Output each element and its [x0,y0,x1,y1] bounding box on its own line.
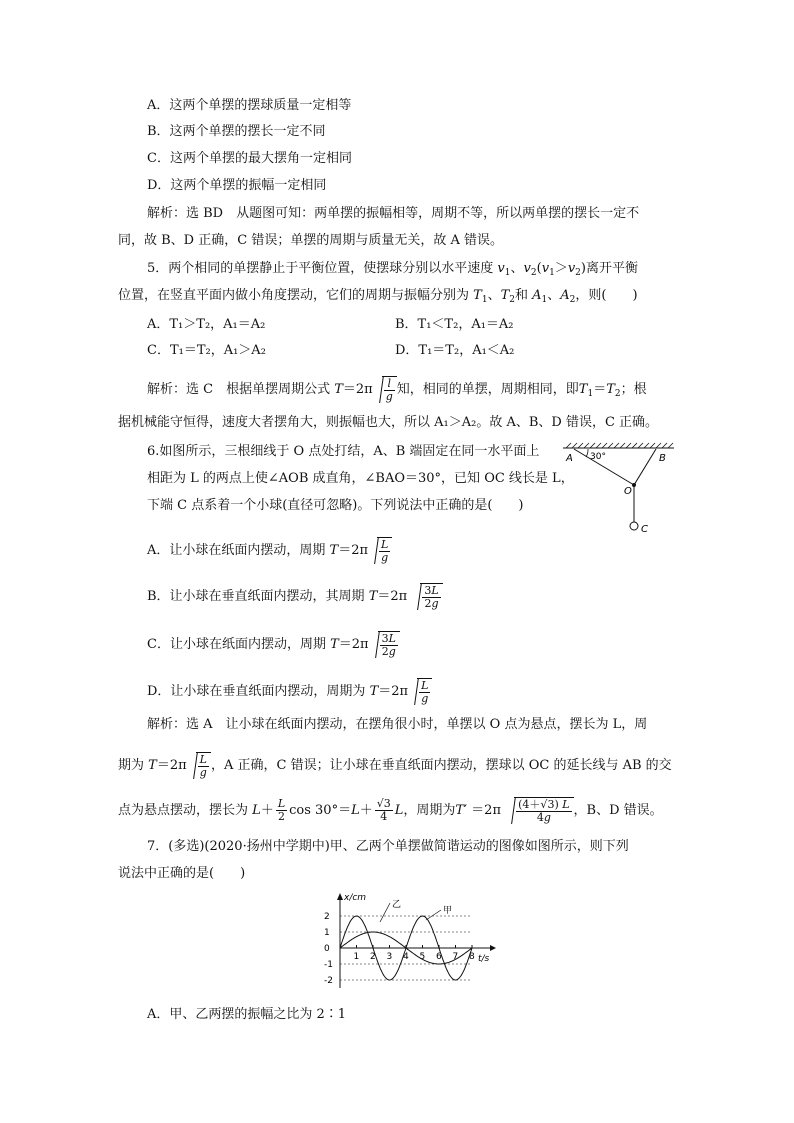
q6-option-d-text: D．让小球在垂直纸面内摆动，周期为 [147,684,366,699]
q5-option-a: A．T₁＞T₂，A₁＝A₂ [147,317,266,332]
q6-stem-line1: 6.如图所示，三根细线于 O 点处打结，A、B 端固定在同一水平面上 [147,444,540,459]
q6-option-b: B．让小球在垂直纸面内摆动，其周期 T＝2π $\frac{3L}{2g}$ [147,583,443,610]
q5-option-c: C．T₁＝T₂，A₁＞A₂ [147,343,266,358]
q4-analysis-line2: 同，故 B、D 正确，C 错误；单摆的周期与质量无关，故 A 错误。 [118,233,503,248]
series-yi-pointer [380,903,390,922]
y-axis-label: x/cm [344,893,367,903]
label-c: C [641,524,648,535]
q5-analysis-text: 解析：选 C 根据单摆周期公式 [147,382,331,397]
q5-stem-text2: 离开平衡 [585,261,638,276]
q4-option-d: D．这两个单摆的振幅一定相同 [147,178,327,193]
q6-analysis-line2: 期为 T＝2π $\frac{L}{g}$ ，A 正确，C 错误；让小球在垂直纸面内摆动，摆球以 OC 的延长线与 AB 的交 [118,753,672,779]
label-b: B [659,453,666,464]
q6-analysis-text5: ，B、D 错误。 [573,803,663,818]
q5-stem-text3: 位置，在竖直平面内做小角度摆动，它们的周期与振幅分别为 [118,288,470,303]
q5-option-d: D．T₁＝T₂，A₁＜A₂ [395,343,515,358]
x-tick-label-2: 2 [370,952,376,962]
q5-analysis-text2: 知，相同的单摆，周期相同，即 [396,382,579,397]
y-tick-label--1: -1 [324,960,333,970]
y-tick-label-1: 1 [324,928,330,938]
x-axis-arrow [490,945,496,951]
series-yi-label: 乙 [392,900,402,910]
q6-analysis-text4: ，周期为 [403,803,456,818]
x-axis-label: t/s [478,954,490,964]
q5-analysis-line1: 解析：选 C 根据单摆周期公式 T＝2π $\frac{l}{g}$ 知，相同的单摆，周期相同，即$T_1=T_2$；根 [147,377,647,403]
x-tick-label-3: 3 [386,952,393,962]
pendulum-ball [630,522,638,530]
y-axis-arrow [337,893,343,900]
q6-analysis-text2: ，A 正确，C 错误；让小球在垂直纸面内摆动，摆球以 OC 的延长线与 AB 的交 [210,758,672,773]
q4-option-c: C．这两个单摆的最大摆角一定相同 [147,151,352,166]
q5-analysis-text3: ；根 [620,382,647,397]
q6-option-a-text: A．让小球在纸面内摆动，周期 [147,543,326,558]
q5-stem-line1: 5．两个相同的单摆静止于平衡位置，使摆球分别以水平速度 $v_1$、$v_2(v_1>v_2)$离开平衡 [147,261,638,278]
x-tick-label-1: 1 [353,952,360,962]
q6-analysis-line3: 点为悬点摆动，摆长为 L＋ $\frac{L}{2}$ cos 30°＝L＋ $\frac{√3}{4}$ L，周期为T′ ＝2π $\frac{(4+√3) L}{4g}$ ，B、D 错误。 [118,797,663,824]
q5-stem-line2: 位置，在竖直平面内做小角度摆动，它们的周期与振幅分别为 $T_1$、$T_2$和 $A_1$、$A_2$，则( ) [118,288,638,305]
q6-stem-line3: 下端 C 点系着一个小球(直径可忽略)。下列说法中正确的是( ) [147,498,524,513]
q6-option-c-text: C．让小球在纸面内摆动，周期 [147,637,326,652]
x-tick-label-4: 4 [403,952,409,962]
label-a: A [566,453,573,464]
q6-analysis-line1: 解析：选 A 让小球在纸面内摆动，在摆角很小时，单摆以 O 点为悬点，摆长为 L，周 [147,717,648,732]
q6-analysis-text3: 点为悬点摆动，摆长为 [118,803,249,818]
vibration-graph [318,888,508,998]
y-tick-label--2: -2 [324,976,333,986]
q7-stem-line2: 说法中正确的是( ) [118,866,246,881]
series-jia-pointer [426,910,441,920]
label-angle: 30° [590,452,606,462]
q4-option-a: A．这两个单摆的摆球质量一定相等 [147,98,352,113]
q6-stem-line2: 相距为 L 的两点上使∠AOB 成直角，∠BAO＝30°，已知 OC 线长是 L， [147,471,574,486]
q6-option-c: C．让小球在纸面内摆动，周期 T＝2π $\frac{3L}{2g}$ [147,631,400,658]
q5-option-b: B．T₁＜T₂，A₁＝A₂ [395,317,514,332]
q4-option-b: B．这两个单摆的摆长一定不同 [147,124,326,139]
q7-stem-line1: 7．(多选)(2020·扬州中学期中)甲、乙两个单摆做简谐运动的图像如图所示，则下列 [147,839,629,854]
knot-o [632,483,636,487]
q5-analysis-line2: 据机械能守恒得，速度大者摆角大，则振幅也大，所以 A₁＞A₂。故 A、B、D 错误，C 正确。 [118,415,659,430]
x-tick-label-5: 5 [419,952,426,962]
x-tick-label-6: 6 [436,952,442,962]
q5-stem-text: 5．两个相同的单摆静止于平衡位置，使摆球分别以水平速度 [147,261,494,276]
q6-option-a: A．让小球在纸面内摆动，周期 T＝2π $\frac{L}{g}$ [147,537,392,564]
x-tick-label-7: 7 [452,952,459,962]
q6-option-b-text: B．让小球在垂直纸面内摆动，其周期 [147,589,365,604]
series-jia-label: 甲 [443,906,453,916]
y-tick-label-0: 0 [324,944,330,954]
q5-stem-text4: ，则( ) [575,288,638,303]
q4-analysis-line1: 解析：选 BD 从题图可知：两单摆的振幅相等，周期不等，所以两单摆的摆长一定不 [147,206,640,221]
label-o: O [624,486,632,497]
q6-option-d: D．让小球在垂直纸面内摆动，周期为 T＝2π $\frac{L}{g}$ [147,678,432,705]
x-tick-label-8: 8 [469,952,475,962]
q6-analysis-text: 期为 [118,758,145,773]
y-tick-label-2: 2 [324,912,330,922]
q7-option-a: A．甲、乙两摆的振幅之比为 2∶1 [147,1007,347,1022]
string-bo [634,449,656,485]
q6-pendulum-figure [560,440,680,540]
